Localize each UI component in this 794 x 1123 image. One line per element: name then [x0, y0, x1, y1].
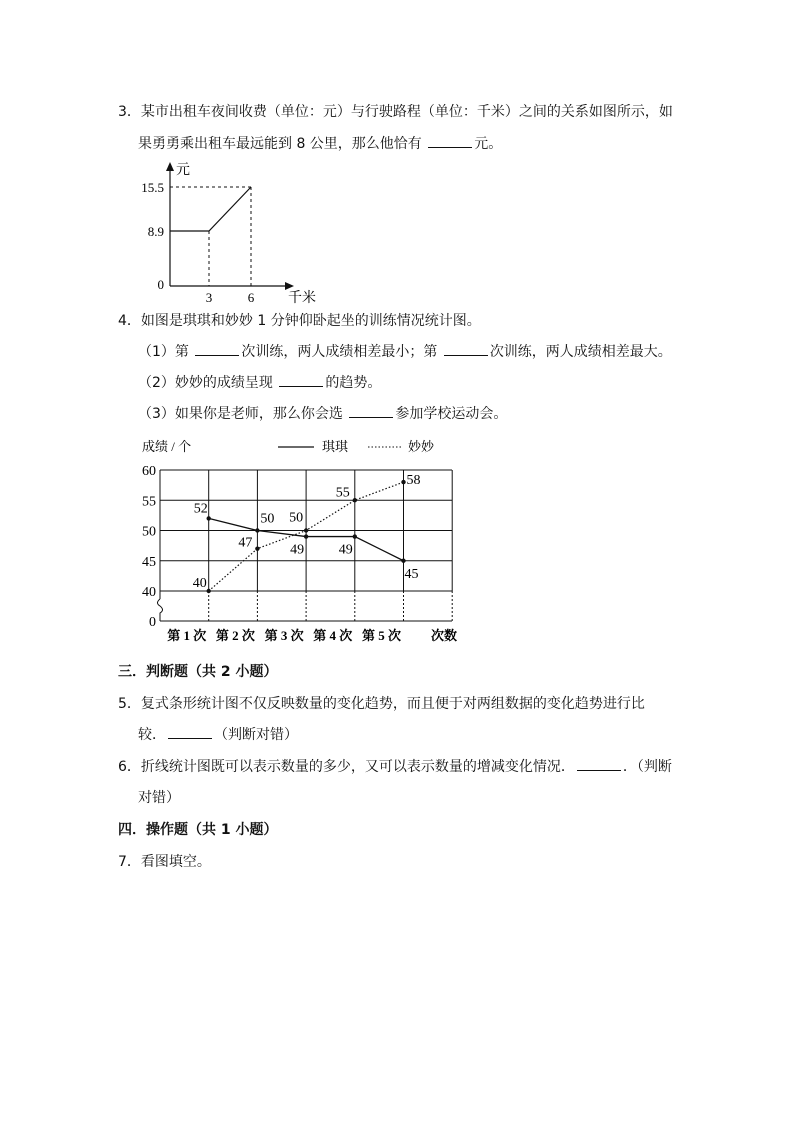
y-tick-45: 45 — [142, 554, 156, 570]
y-axis-break — [158, 599, 163, 621]
q7-line1: 7．看图填空。 — [118, 854, 211, 870]
fare-line — [170, 187, 251, 231]
series-1-label-2: 50 — [260, 511, 275, 527]
series-1-point-4 — [353, 534, 357, 538]
q3-line1: 3．某市出租车夜间收费（单位：元）与行驶路程（单位：千米）之间的关系如图所示，如 — [118, 104, 673, 120]
q6-line1-text: 6．折线统计图既可以表示数量的多少，又可以表示数量的增减变化情况． — [118, 759, 575, 775]
y-tick-0: 0 — [149, 615, 156, 630]
legend-qiqi: 琪琪 — [322, 439, 349, 454]
series-2-label-1: 40 — [192, 576, 207, 591]
q4-line1: 4．如图是琪琪和妙妙 1 分钟仰卧起坐的训练情况统计图。 — [118, 313, 481, 329]
y-tick-40: 40 — [142, 585, 156, 600]
x-category-4: 第 4 次 — [313, 628, 353, 643]
fare-x-tick-3: 3 — [205, 290, 213, 305]
fare-x-arrow — [285, 282, 294, 290]
fare-y-tick-0: 0 — [157, 277, 164, 292]
score-line-chart — [130, 433, 470, 653]
q3-line2-unit: 元。 — [474, 136, 503, 152]
q5-line2-hint: （判断对错） — [214, 727, 298, 743]
q5-line2-text: 较． — [138, 727, 166, 743]
x-category-3: 第 3 次 — [264, 628, 304, 643]
q4-sub2 — [138, 373, 381, 393]
series-1-point-3 — [304, 534, 308, 538]
series-2-point-4 — [353, 498, 357, 502]
fare-y-unit: 元 — [176, 163, 190, 178]
y-tick-55: 55 — [142, 494, 156, 510]
fare-x-tick-6: 6 — [247, 290, 255, 305]
fare-x-unit: 千米 — [288, 291, 316, 306]
fare-y-arrow — [166, 162, 174, 171]
series-2-label-2: 47 — [238, 535, 253, 551]
section-3-title: 三．判断题（共 2 小题） — [118, 664, 278, 680]
q4-sub1-blank-1[interactable] — [195, 342, 239, 356]
legend-miaomiao: 妙妙 — [408, 439, 435, 454]
q4-sub3-text-a: （3）如果你是老师，那么你会选 — [138, 406, 348, 422]
series-2-point-5 — [401, 480, 405, 484]
q3-line2 — [138, 134, 502, 154]
series-2-point-1 — [207, 589, 211, 593]
y-tick-60: 60 — [142, 464, 156, 479]
series-2-label-4: 55 — [335, 485, 350, 501]
series-1-point-5 — [401, 559, 405, 563]
series-1-label-5: 45 — [404, 566, 419, 582]
q6-answer-blank[interactable] — [577, 757, 621, 771]
q4-sub1 — [138, 342, 672, 362]
y-tick-50: 50 — [142, 524, 156, 540]
q3-line2-text: 果勇勇乘出租车最远能到 8 公里，那么他恰有 — [138, 136, 427, 152]
q4-sub1-text-b: 次训练，两人成绩相差最小；第 — [241, 344, 442, 360]
q6-line2: 对错） — [138, 790, 180, 806]
chart-y-label: 成绩 / 个 — [142, 439, 192, 454]
series-1-label-3: 49 — [290, 542, 305, 558]
q5-answer-blank[interactable] — [168, 725, 212, 739]
q3-answer-blank[interactable] — [428, 134, 472, 148]
q6-line1 — [118, 757, 672, 777]
q4-sub2-text-b: 的趋势。 — [325, 375, 382, 391]
chart-labels — [142, 464, 457, 643]
series-1-label-1: 52 — [193, 501, 208, 517]
q4-sub1-blank-2[interactable] — [444, 342, 488, 356]
series-2-label-3: 50 — [289, 510, 304, 526]
fare-y-tick-15-5: 15.5 — [141, 180, 164, 195]
x-axis-label: 次数 — [430, 628, 458, 643]
x-category-2: 第 2 次 — [215, 628, 255, 643]
series-1-label-4: 49 — [338, 542, 353, 558]
series-1-point-2 — [255, 528, 259, 532]
q5-line1: 5．复式条形统计图不仅反映数量的变化趋势，而且便于对两组数据的变化趋势进行比 — [118, 696, 645, 712]
q4-sub2-blank[interactable] — [279, 373, 323, 387]
series-2-label-5: 58 — [406, 473, 421, 489]
q4-sub3-text-b: 参加学校运动会。 — [395, 406, 508, 422]
section-4-title: 四．操作题（共 1 小题） — [118, 822, 278, 838]
fare-y-tick-8-9: 8.9 — [147, 224, 164, 239]
x-category-1: 第 1 次 — [167, 628, 207, 643]
q4-sub1-text-a: （1）第 — [138, 344, 194, 360]
fare-graph — [130, 158, 330, 308]
q5-line2 — [138, 725, 298, 745]
x-category-5: 第 5 次 — [361, 628, 402, 643]
q6-line1-hint: ．（判断 — [622, 759, 672, 775]
series-2-point-2 — [255, 546, 259, 550]
q4-sub1-text-c: 次训练，两人成绩相差最大。 — [489, 344, 672, 360]
series-1-point-1 — [207, 516, 211, 520]
q4-sub3-blank[interactable] — [349, 404, 393, 418]
q4-sub3 — [138, 404, 507, 424]
series-2-point-3 — [304, 528, 308, 532]
q4-sub2-text-a: （2）妙妙的成绩呈现 — [138, 375, 278, 391]
chart-grid — [158, 470, 453, 621]
